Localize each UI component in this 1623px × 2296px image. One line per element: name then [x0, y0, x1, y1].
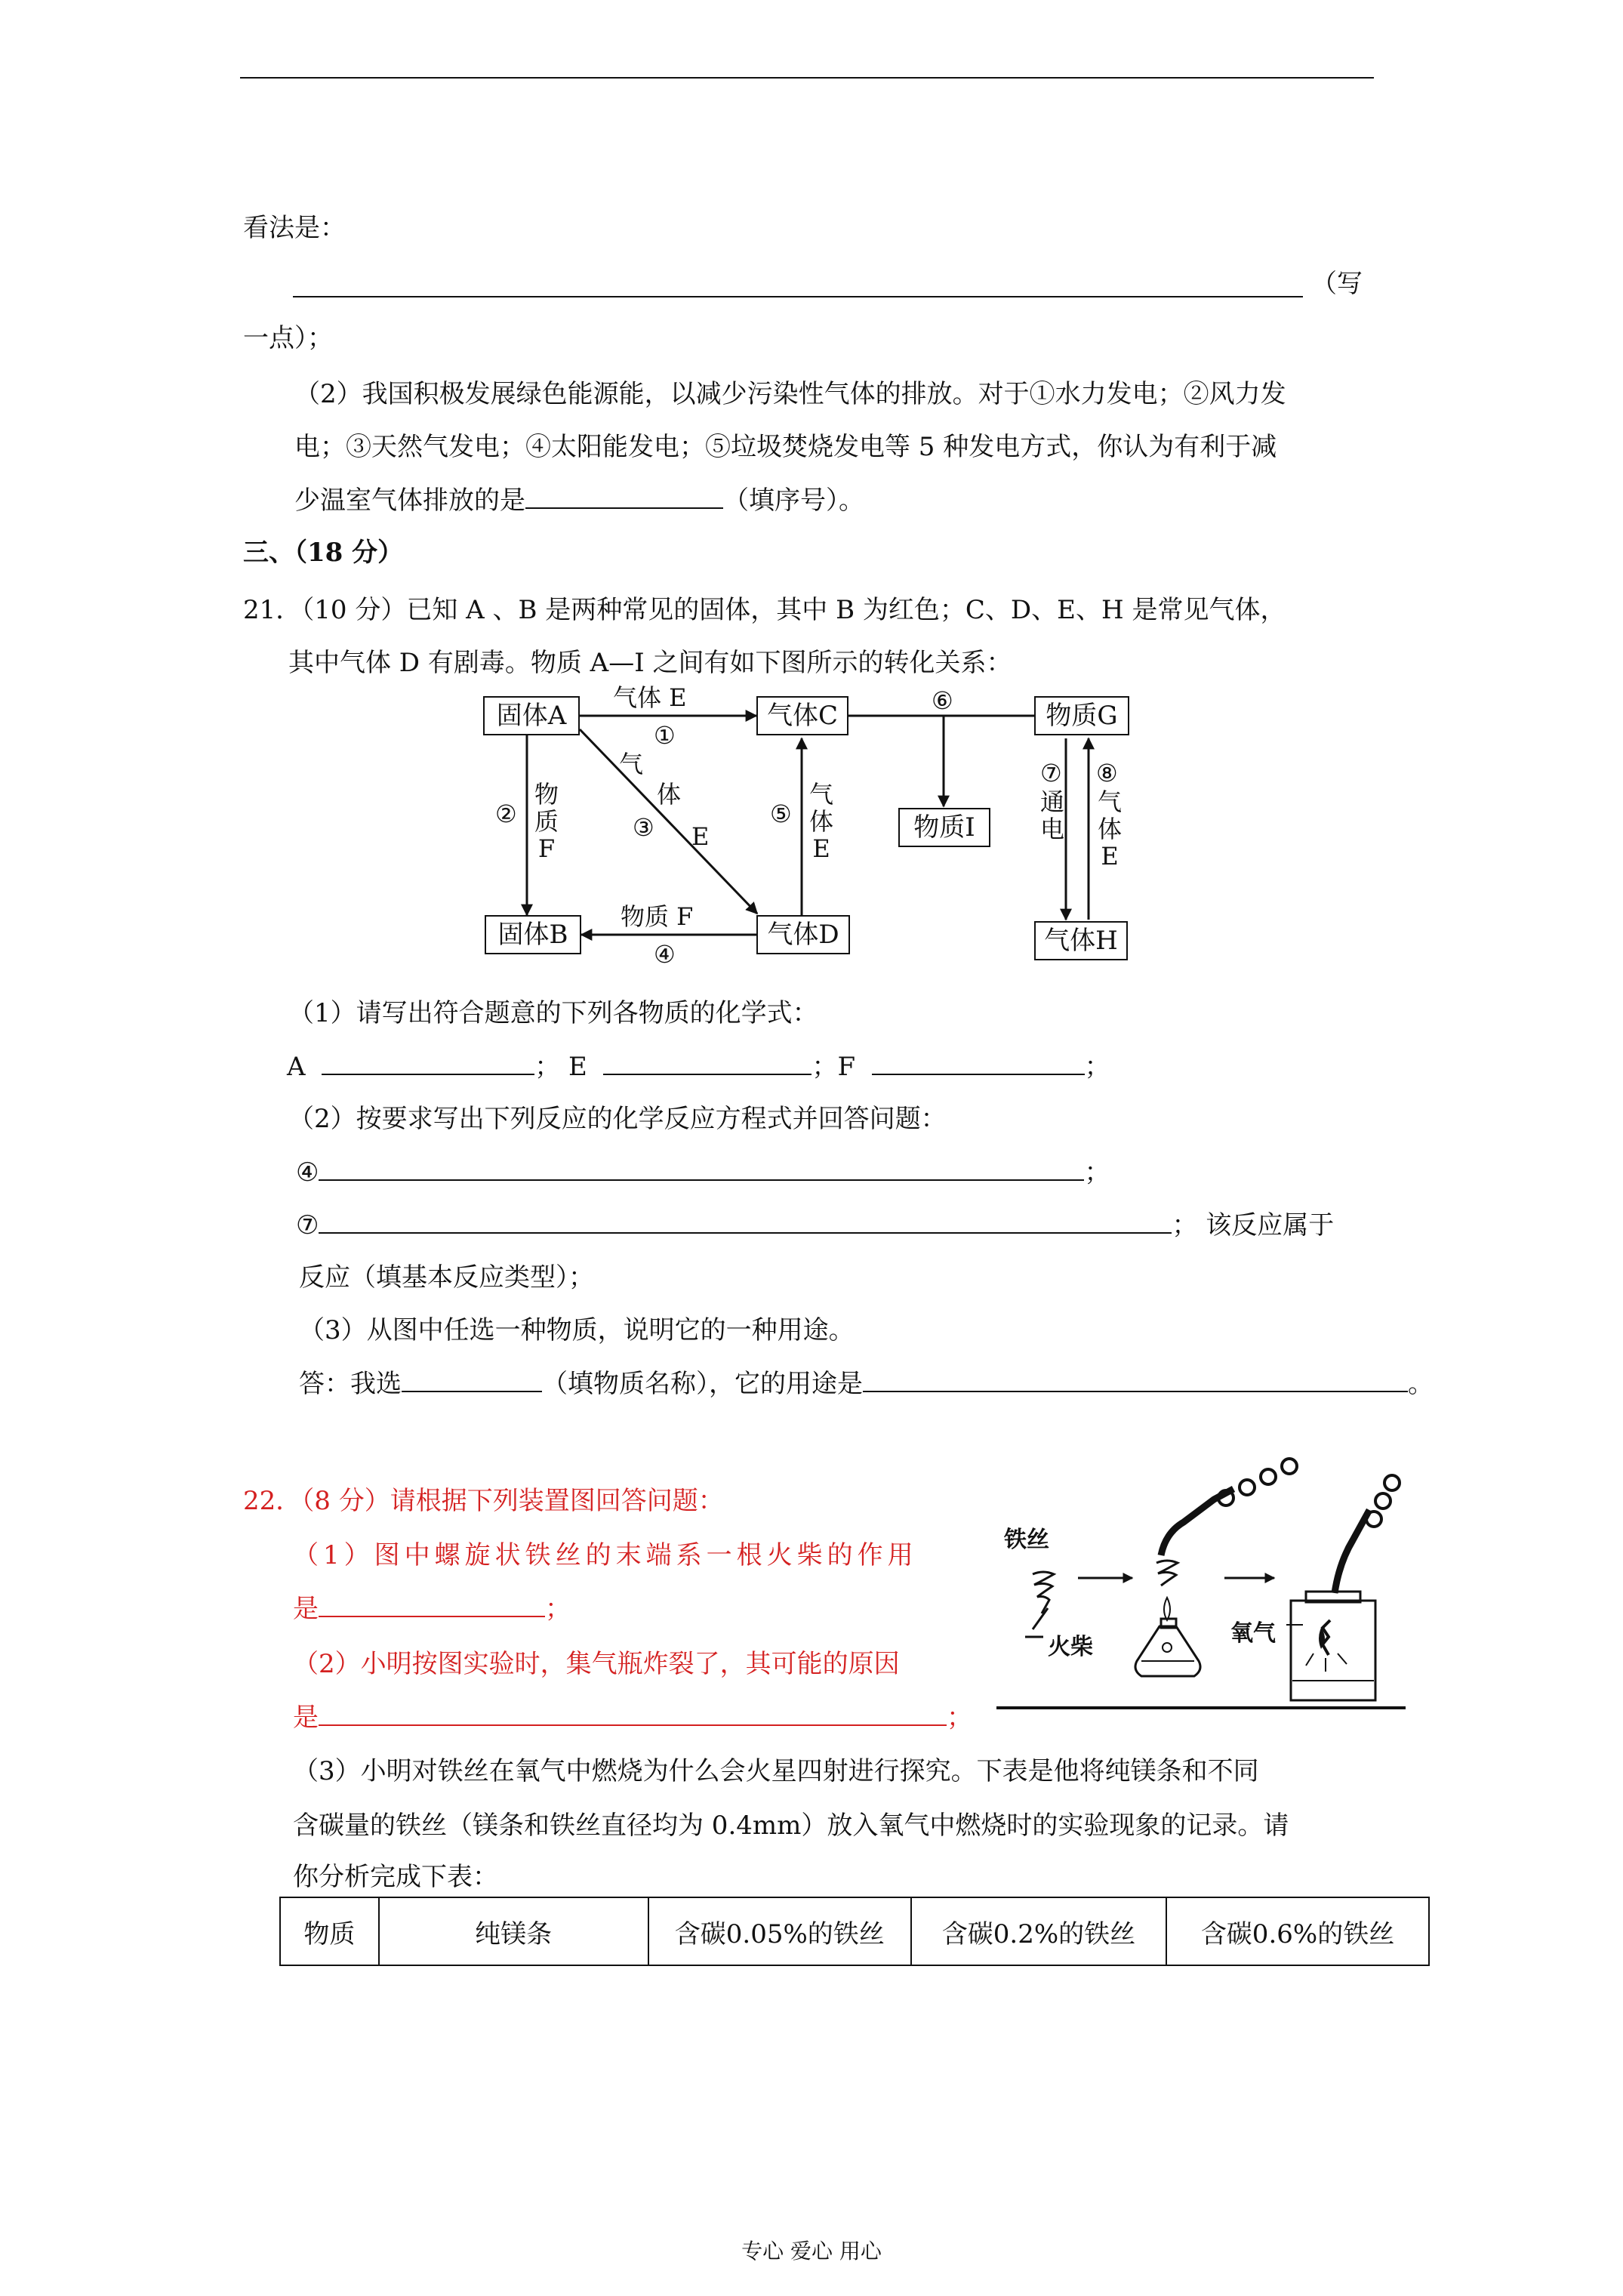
label-r3-char2: 体 — [657, 780, 682, 809]
answer-blank-a — [322, 1051, 534, 1075]
answer-blank-match-purpose — [319, 1593, 545, 1617]
q21-part2: （2）按要求写出下列反应的化学反应方程式并回答问题： — [288, 1104, 947, 1134]
node-gas-d: 气体D — [756, 915, 850, 954]
label-r4-number: ④ — [654, 940, 676, 969]
page-footer: 专心 爱心 用心 — [741, 2239, 882, 2264]
q21-part3: （3）从图中任选一种物质，说明它的一种用途。 — [299, 1315, 855, 1345]
q21-part1-end: ； — [1084, 1052, 1110, 1082]
q21-part3-answer — [299, 1368, 1434, 1399]
table-header-cell: 纯镁条 — [379, 1897, 648, 1965]
q21-part2-r7 — [296, 1210, 1334, 1240]
answer-blank-r7 — [319, 1210, 1172, 1234]
label-r1-number: ① — [654, 721, 676, 750]
label-r5-number: ⑤ — [770, 800, 792, 828]
q21-label-f: ；F — [812, 1052, 856, 1082]
q22-part2-line2 — [293, 1702, 972, 1733]
answer-blank-use — [863, 1368, 1408, 1392]
answer-blank-e — [603, 1051, 812, 1075]
q22-part2-line1: （2）小明按图实验时，集气瓶炸裂了，其可能的原因 — [293, 1649, 900, 1679]
answer-blank-bottle-crack — [319, 1702, 947, 1726]
arrow-a-to-d — [580, 729, 757, 914]
q21-answer-end: 。 — [1408, 1369, 1434, 1399]
label-r6-number: ⑥ — [932, 686, 953, 715]
q22-part1-is: 是 — [293, 1594, 319, 1624]
conversion-diagram — [0, 0, 1623, 982]
table-header-row — [280, 1897, 1429, 1965]
figure-label-wire: 铁丝 — [1004, 1527, 1049, 1553]
label-r2-reagent: 物质F — [534, 780, 559, 863]
table-header-cell: 含碳0.05%的铁丝 — [648, 1897, 911, 1965]
node-solid-a: 固体A — [483, 696, 580, 735]
q21-label-e: ； E — [534, 1052, 587, 1082]
label-r8-reagent: 气体E — [1097, 787, 1122, 871]
q22-part2-is: 是 — [293, 1703, 319, 1733]
q22-title: 22．（8 分）请根据下列装置图回答问题： — [243, 1486, 724, 1516]
q21-part1: （1）请写出符合题意的下列各物质的化学式： — [288, 998, 818, 1028]
q20-part2-line1: （2）我国积极发展绿色能源能，以减少污染性气体的排放。对于①水力发电；②风力发 — [294, 379, 1286, 409]
q21-r7-end: ； 该反应属于 — [1172, 1210, 1335, 1240]
apparatus-drawing — [989, 1450, 1412, 1721]
label-r5-reagent: 气体E — [808, 780, 833, 863]
table-header-cell: 物质 — [280, 1897, 379, 1965]
q22-part3-line1: （3）小明对铁丝在氧气中燃烧为什么会火星四射进行探究。下表是他将纯镁条和不同 — [293, 1756, 1259, 1786]
section-title: 三、（18 分） — [243, 538, 404, 568]
q21-part1-blanks — [287, 1051, 1110, 1082]
apparatus-figure — [989, 1450, 1412, 1721]
q21-label-a: A — [287, 1052, 306, 1082]
q21-answer-a: 答：我选 — [299, 1369, 402, 1399]
q20-part2-line3-b: （填序号）。 — [723, 485, 864, 516]
label-r3-char3: E — [691, 822, 710, 851]
figure-label-oxygen: 氧气 — [1230, 1620, 1276, 1647]
q21-intro-line2: 其中气体 D 有剧毒。物质 A—I 之间有如下图所示的转化关系： — [288, 648, 1012, 678]
combustion-table — [279, 1897, 1430, 1966]
continuation-line2-tail: （写 — [1311, 269, 1363, 299]
label-r7-number: ⑦ — [1040, 759, 1062, 787]
q21-r4-label: ④ — [296, 1157, 319, 1188]
label-r1-reagent: 气体 E — [613, 683, 687, 712]
figure-label-match: 火柴 — [1048, 1634, 1093, 1660]
table-header-cell: 含碳0.6%的铁丝 — [1166, 1897, 1429, 1965]
q22-part1-end: ； — [545, 1594, 571, 1624]
q21-r4-end: ； — [1084, 1157, 1110, 1188]
q22-part2-end: ； — [947, 1703, 972, 1733]
node-gas-h: 气体H — [1034, 921, 1128, 960]
continuation-line3: 一点）； — [243, 323, 333, 353]
label-r2-number: ② — [495, 800, 517, 828]
node-gas-c: 气体C — [756, 696, 848, 735]
continuation-line1: 看法是： — [243, 213, 346, 243]
q22-part3-line3: 你分析完成下表： — [293, 1862, 498, 1892]
answer-blank-f — [872, 1051, 1085, 1075]
q21-intro-line1: 21．（10 分）已知 A 、B 是两种常见的固体，其中 B 为红色；C、D、E、H 是常见气体， — [243, 595, 1286, 625]
label-r4-reagent: 物质 F — [621, 902, 694, 931]
label-r3-char1: 气 — [619, 750, 644, 778]
node-substance-i: 物质I — [898, 808, 990, 847]
q20-part2-line3-a: 少温室气体排放的是 — [294, 485, 525, 516]
q21-r7-label: ⑦ — [296, 1210, 319, 1240]
label-r8-number: ⑧ — [1096, 759, 1118, 787]
node-substance-g: 物质G — [1034, 696, 1129, 735]
label-r3-number: ③ — [633, 813, 654, 842]
q21-part2-r4 — [296, 1157, 1110, 1188]
answer-blank-substance — [402, 1368, 542, 1392]
q21-part2-type: 反应（填基本反应类型）； — [299, 1262, 594, 1293]
q20-part2-line2: 电；③天然气发电；④太阳能发电；⑤垃圾焚烧发电等 5 种发电方式，你认为有利于减 — [294, 432, 1277, 462]
q22-part1-line1: （1）图中螺旋状铁丝的末端系一根火柴的作用 — [293, 1540, 918, 1570]
node-solid-b: 固体B — [485, 915, 581, 954]
table-header-cell: 含碳0.2%的铁丝 — [911, 1897, 1166, 1965]
answer-blank-r4 — [319, 1157, 1084, 1181]
q22-part1-line2 — [293, 1593, 571, 1624]
q22-part3-line2: 含碳量的铁丝（镁条和铁丝直径均为 0.4mm）放入氧气中燃烧时的实验现象的记录。请 — [293, 1811, 1289, 1841]
q21-answer-b: （填物质名称），它的用途是 — [542, 1369, 863, 1399]
label-r7-condition: 通电 — [1039, 787, 1064, 843]
